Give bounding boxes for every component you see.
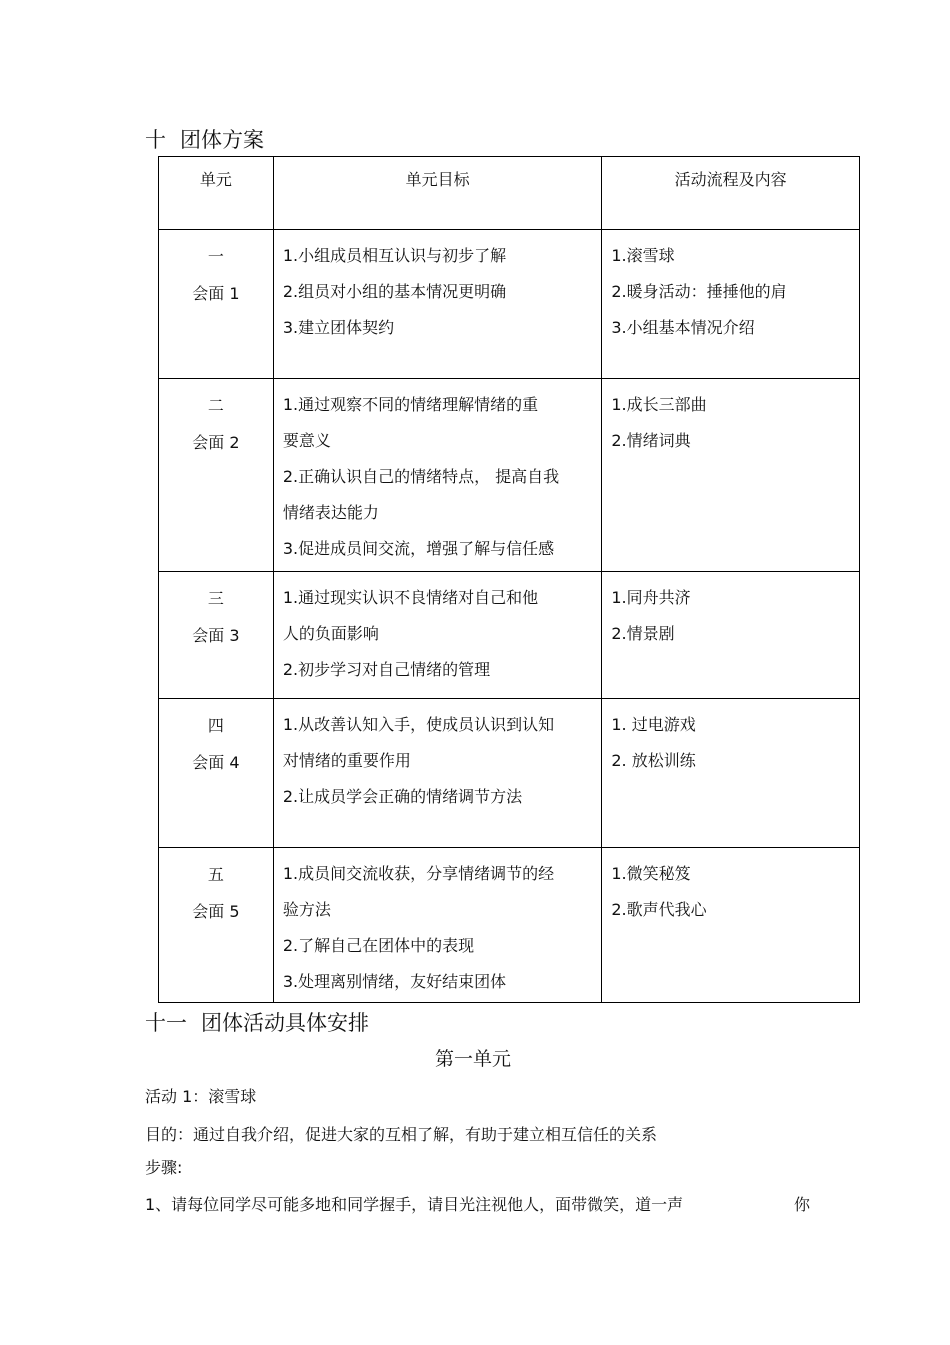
activity-line: 活动 1：滚雪球 [145,1087,257,1106]
activities-cell: 1.同舟共济 2.情景剧 [602,572,860,699]
table-row [159,848,860,1003]
unit-cell: 三 会面 3 [159,572,274,699]
step-1-tail: 你 [793,1195,810,1214]
goals-cell: 1.通过现实认识不良情绪对自己和他 人的负面影响 2.初步学习对自己情绪的管理 [273,572,602,699]
section-title: 团体方案 [180,128,264,152]
header-unit: 单元 [159,157,274,230]
activities-cell: 1.滚雪球 2.暖身活动：捶捶他的肩 3.小组基本情况介绍 [602,230,860,379]
section-10-heading [145,124,264,154]
unit-cell: 五 会面 5 [159,848,274,1003]
header-goals: 单元目标 [273,157,602,230]
purpose-line: 目的：通过自我介绍，促进大家的互相了解，有助于建立相互信任的关系 [145,1125,658,1144]
goals-cell: 1.成员间交流收获，分享情绪调节的经 验方法 2.了解自己在团体中的表现 3.处理离别情绪，友好结束团体 [273,848,602,1003]
table-row [159,379,860,572]
activities-cell: 1.微笑秘笈 2.歌声代我心 [602,848,860,1003]
steps-label: 步骤: [145,1158,183,1177]
section-11-heading [145,1007,369,1037]
table-row [159,572,860,699]
table-header-row [159,157,860,230]
goals-cell: 1.从改善认知入手，使成员认识到认知 对情绪的重要作用 2.让成员学会正确的情绪调节方法 [273,699,602,848]
goals-cell: 1.小组成员相互认识与初步了解 2.组员对小组的基本情况更明确 3.建立团体契约 [273,230,602,379]
section-number: 十一 [145,1011,187,1035]
table-row [159,230,860,379]
unit-cell: 二 会面 2 [159,379,274,572]
goals-cell: 1.通过观察不同的情绪理解情绪的重 要意义 2.正确认识自己的情绪特点， 提高自我 情绪表达能力 3.促进成员间交流，增强了解与信任感 [273,379,602,572]
unit-cell: 一 会面 1 [159,230,274,379]
section-title: 团体活动具体安排 [201,1011,369,1035]
table-row [159,699,860,848]
unit-cell: 四 会面 4 [159,699,274,848]
step-1 [145,1192,810,1215]
unit-title: 第一单元 [434,1048,511,1070]
group-plan-table [158,156,860,1003]
step-1-text: 1、请每位同学尽可能多地和同学握手，请目光注视他人，面带微笑，道一声 [145,1195,684,1214]
activities-cell: 1. 过电游戏 2. 放松训练 [602,699,860,848]
header-activities: 活动流程及内容 [602,157,860,230]
section-number: 十 [145,128,166,152]
activities-cell: 1.成长三部曲 2.情绪词典 [602,379,860,572]
